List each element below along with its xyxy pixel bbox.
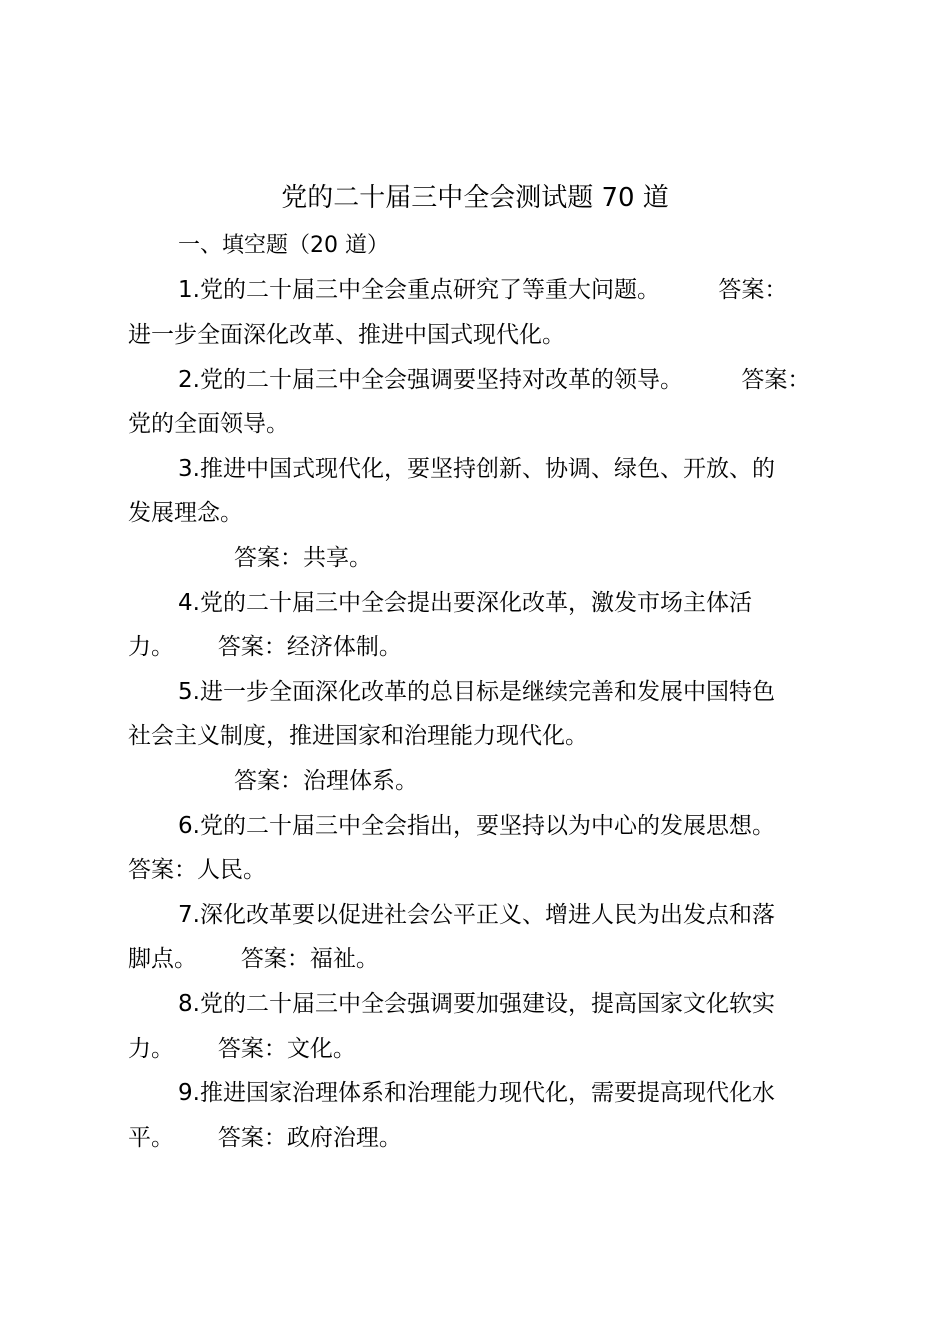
question-4-line-2: 力。 答案：经济体制。 [128, 634, 402, 660]
question-1-line-2: 进一步全面深化改革、推进中国式现代化。 [128, 322, 565, 348]
question-4-line-1: 4.党的二十届三中全会提出要深化改革，激发市场主体活 [178, 590, 752, 616]
question-9-line-1: 9.推进国家治理体系和治理能力现代化，需要提高现代化水 [178, 1080, 775, 1106]
question-8-line-2: 力。 答案：文化。 [128, 1036, 356, 1062]
question-6-line-1: 6.党的二十届三中全会指出，要坚持以为中心的发展思想。 [178, 813, 775, 839]
question-5-line-1: 5.进一步全面深化改革的总目标是继续完善和发展中国特色 [178, 679, 775, 705]
document-title: 党的二十届三中全会测试题 70 道 [281, 183, 669, 213]
question-3-line-2: 发展理念。 [128, 500, 243, 526]
question-3-line-1: 3.推进中国式现代化，要坚持创新、协调、绿色、开放、的 [178, 456, 775, 482]
section-heading: 一、填空题（20 道） [178, 233, 389, 258]
question-2-line-2: 党的全面领导。 [128, 411, 289, 437]
question-3-answer: 答案：共享。 [234, 545, 372, 571]
question-1-line-1: 1.党的二十届三中全会重点研究了等重大问题。 答案： [178, 277, 788, 303]
question-9-line-2: 平。 答案：政府治理。 [128, 1125, 402, 1151]
question-8-line-1: 8.党的二十届三中全会强调要加强建设，提高国家文化软实 [178, 991, 775, 1017]
question-5-answer: 答案：治理体系。 [234, 768, 418, 794]
question-6-answer: 答案：人民。 [128, 857, 266, 883]
question-7-line-1: 7.深化改革要以促进社会公平正义、增进人民为出发点和落 [178, 902, 775, 928]
question-7-line-2: 脚点。 答案：福祉。 [128, 946, 379, 972]
question-2-line-1: 2.党的二十届三中全会强调要坚持对改革的领导。 答案： [178, 367, 811, 393]
question-5-line-2: 社会主义制度，推进国家和治理能力现代化。 [128, 723, 588, 749]
